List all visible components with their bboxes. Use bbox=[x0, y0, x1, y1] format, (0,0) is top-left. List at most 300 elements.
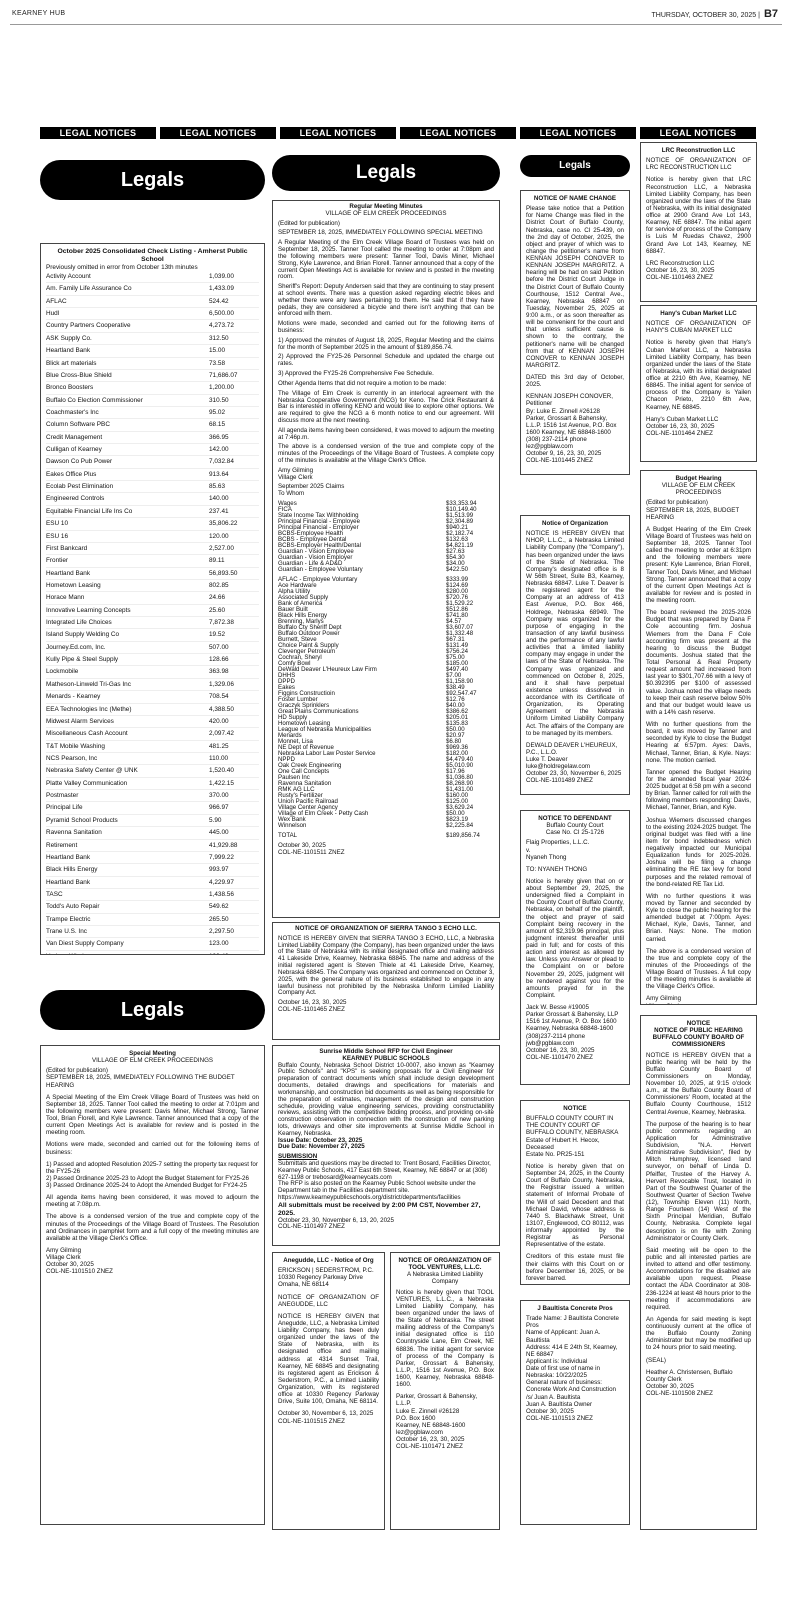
payee-name: Journey.Ed.com, Inc. bbox=[46, 643, 106, 651]
notice-subtitle: VILLAGE OF ELM CREEK PROCEEDINGS bbox=[661, 482, 736, 497]
amount: 140.00 bbox=[209, 495, 229, 503]
notice-subtitle: VILLAGE OF ELM CREEK PROCEEDINGS bbox=[325, 209, 447, 217]
table-row bbox=[46, 333, 259, 345]
table-row bbox=[46, 629, 259, 641]
notice-footer: October 30, 2025 COL-NE-1101511 ZNEZ bbox=[278, 842, 345, 856]
payee-name: Engineered Controls bbox=[46, 495, 105, 503]
payee-name: Heartland Bank bbox=[46, 569, 91, 577]
amount: 6,500.00 bbox=[209, 310, 234, 318]
payee-name: Todd's Auto Repair bbox=[46, 903, 100, 911]
payee-name: Innovative Learning Concepts bbox=[46, 606, 131, 614]
payee-name: One Call Concepts bbox=[278, 768, 330, 776]
payee-name: Frontier bbox=[46, 557, 69, 565]
payee-name: ESU 10 bbox=[46, 520, 69, 528]
table-row bbox=[46, 580, 259, 592]
tool-ventures-notice bbox=[390, 1252, 500, 1530]
notice-paragraph: 1) Approved the minutes of August 18, 2025, Regular Meeting and the claims for the month of September 2025 in the amount of $189,856.74. bbox=[278, 336, 494, 351]
legal-notices-bar: LEGAL NOTICES bbox=[400, 127, 516, 139]
amount: 524.42 bbox=[209, 297, 229, 305]
claims-table bbox=[278, 501, 494, 829]
table-row bbox=[46, 407, 259, 419]
legal-notices-bar: LEGAL NOTICES bbox=[640, 127, 756, 139]
payee-name: HD Supply bbox=[278, 714, 308, 722]
submission-heading: SUBMISSION bbox=[278, 1153, 318, 1161]
payee-name: Burnett, Steve bbox=[278, 636, 317, 644]
notice-paragraph: NOTICE IS HEREBY GIVEN that a public hearing will be held by the Buffalo County Board of Commissioners on Monday, November 10, 2025, at 9:15 o'clock a.m., at the Buffalo County Board of Commissioners' Room, located at the Buffalo County Courthouse, 1512 Central Avenue, Kearney, Nebraska. bbox=[646, 1051, 751, 1116]
notice-body bbox=[278, 1267, 379, 1425]
payee-name: Pyramid School Products bbox=[46, 816, 118, 824]
payee-name: Comfy Bowl bbox=[278, 660, 311, 668]
legal-notices-bar: LEGAL NOTICES bbox=[160, 127, 276, 139]
payee-name: Lockmobile bbox=[46, 668, 79, 676]
amount: $1,529.22 bbox=[446, 600, 474, 608]
table-row bbox=[46, 926, 259, 938]
amount: 25.60 bbox=[209, 606, 225, 614]
amount: $969.36 bbox=[446, 744, 469, 752]
table-row bbox=[46, 395, 259, 407]
amount: 19.52 bbox=[209, 631, 225, 639]
amount: 420.00 bbox=[209, 717, 229, 725]
notice-body: Buffalo County, Nebraska School District 10-0007, also known as "Kearney Public Schools" and "KPS" is seeking proposals for a Civil Engineer for preparation of contract documents which shall include design development documents, detailed drawings and specifications for materials and workmanship, and construction bid documents as well as being responsible for the preparation of estimates, management of the design and construction schedule, providing value engineering services, providing constructability reviews, assisting with the competitive bidding process, and providing on-site construction observation in connection with the construction of new parking lots, driveways and other site improvements at Sunrise Middle School in Kearney, Nebraska. bbox=[278, 1061, 494, 1137]
table-row bbox=[46, 877, 259, 889]
amount: 2,297.50 bbox=[209, 928, 234, 936]
payee-name: DPPD bbox=[278, 678, 295, 686]
notice-subtitle: A Nebraska Limited Liability Company bbox=[406, 1271, 483, 1286]
table-row bbox=[46, 370, 259, 382]
table-row bbox=[46, 827, 259, 839]
amount: $3,607.07 bbox=[446, 624, 474, 632]
amount: 370.00 bbox=[209, 792, 229, 800]
amount: 1,438.56 bbox=[209, 890, 234, 898]
table-row bbox=[46, 518, 259, 530]
payee-name: AFLAC - Employee Voluntary bbox=[278, 576, 358, 584]
payee-name: Activity Account bbox=[46, 272, 91, 280]
notice-paragraph: Flaig Properties, L.L.C. v. Nyaneh Thong bbox=[526, 839, 590, 861]
table-row bbox=[46, 728, 259, 740]
table-row bbox=[46, 506, 259, 518]
table-row bbox=[46, 296, 259, 308]
notice-paragraph: Jack W. Besse #19005 Parker Grossart & Bahensky, LLP 1516 1st Avenue, P. O. Box 1600 Kearney, Nebraska 68848-1600 (308)237-2114 phone jwb@pgblaw.com October 16, 23, 30, 2025 COL-NE-1101470 ZNEZ bbox=[526, 1004, 619, 1061]
table-row bbox=[46, 283, 259, 295]
notice-paragraph: A Special Meeting of the Elm Creek Village Board of Trustees was held on September 18, 2025. Tanner Tool called the meeting to order at 7:01pm and the following members were present: Davis Miner, Michael Strong, Tanner Tool, Brian Florell, and Kyle Lawrence. Tanner announced that a copy of the current Open Meetings Act is available for review and is posted in the meeting room. bbox=[46, 1093, 259, 1137]
notice-paragraph: A Budget Hearing of the Elm Creek Village Board of Trustees was held on September 18, 2025. Tanner Tool called the meeting to order at 6:31pm and the following members were present: Kyle Lawrence, Brian Florell, Tanner Tool, Davis Miner, and Michael Strong. Tanner announced that a copy of the current Open Meetings Act is available for review and is posted in the meeting room. bbox=[646, 525, 751, 604]
amount: $67.31 bbox=[446, 636, 465, 644]
amount: 549.62 bbox=[209, 903, 229, 911]
payee-name: Choice Paint & Supply bbox=[278, 642, 339, 650]
payee-name: Cochran, Sheryl bbox=[278, 654, 322, 662]
payee-name: T&T Mobile Washing bbox=[46, 742, 105, 750]
amount: $27.63 bbox=[446, 548, 465, 556]
amount: 237.41 bbox=[209, 507, 229, 515]
payee-name: Culligan of Kearney bbox=[46, 446, 102, 454]
notice-title: Special Meeting bbox=[129, 1050, 176, 1057]
payee-name: Brenning, Marlys bbox=[278, 618, 324, 626]
amount: $422.50 bbox=[446, 566, 469, 574]
notice-paragraph: The above is a condensed version of the true and complete copy of the minutes of the Proceedings of the Village Board of Trustees. A complete copy of the minutes is available at the Village Clerk's Office. bbox=[278, 443, 494, 464]
amount bbox=[209, 953, 259, 955]
table-row bbox=[46, 704, 259, 716]
table-row bbox=[46, 938, 259, 950]
notice-body bbox=[526, 1315, 624, 1422]
notice-paragraph: NOTICE OF ORGANIZATION OF LRC RECONSTRUCTION LLC bbox=[646, 157, 751, 172]
notice-paragraph: An Agenda for said meeting is kept continuously current at the office of the Buffalo County Zoning Administrator but may be modified up to 24 hours prior to said meeting. bbox=[646, 1315, 751, 1352]
payee-name: Paulsen Inc bbox=[278, 774, 310, 782]
payee-name: Principal Life bbox=[46, 804, 83, 812]
anegudde-notice bbox=[272, 1252, 385, 1530]
notice-paragraph: With no further questions from the board, it was moved by Tanner and seconded by Kyle to close the Budget Hearing at 6:57pm. Ayes: Davis, Michael, Tanner, Brian, & Kyle. Nays: none. The motion carried. bbox=[646, 721, 751, 764]
notice-body bbox=[278, 936, 494, 1014]
amount: 507.00 bbox=[209, 643, 229, 651]
notice-paragraph: Notice is hereby given that on September 24, 2025, in the County Court of Buffalo County, Nebraska, the Registrar issued a written statement of Informal Probate of the Will of said Decedent and that Michael David, whose address is 7440 S. Blackhawk Street, Unit 13107, Englewood, CO 80112, was informally appointed by the Registrar as Personal Representative of the estate. bbox=[526, 1162, 624, 1249]
amount: $280.00 bbox=[446, 588, 469, 596]
notice-title: NOTICE NOTICE OF PUBLIC HEARING BUFFALO COUNTY BOARD OF COMMISSIONERS bbox=[652, 1020, 745, 1049]
table-row bbox=[46, 617, 259, 629]
notice-subtitle: VILLAGE OF ELM CREEK PROCEEDINGS bbox=[91, 1057, 214, 1065]
table-row bbox=[46, 432, 259, 444]
table-row bbox=[46, 382, 259, 394]
notice-body bbox=[46, 1067, 259, 1275]
payee-name: Bronco Boosters bbox=[46, 384, 94, 392]
amount: $333.99 bbox=[446, 576, 469, 584]
amount: $940.21 bbox=[446, 524, 469, 532]
table-row bbox=[46, 679, 259, 691]
notice-paragraph: (Edited for publication) bbox=[278, 219, 340, 227]
amount: $160.00 bbox=[446, 792, 469, 800]
payee-name: Menards - Kearney bbox=[46, 693, 101, 701]
amount: 128.66 bbox=[209, 656, 229, 664]
notice-title: Sunrise Middle School RFP for Civil Engineer bbox=[319, 1048, 453, 1055]
payee-name: Dawson Co Pub Power bbox=[46, 458, 113, 466]
notice-paragraph: 2) Approved the FY25-26 Personnel Schedule and updated the charge out rates. bbox=[278, 353, 494, 368]
notice-body bbox=[278, 221, 494, 498]
amount: $1,431.00 bbox=[446, 786, 474, 794]
payee-name: Midwest Alarm Services bbox=[46, 717, 114, 725]
payee-name: Guardian - Vision Employer bbox=[278, 554, 353, 562]
amount: 993.97 bbox=[209, 866, 229, 874]
payee-name: Buffalo Outdoor Power bbox=[278, 630, 340, 638]
amount: $125.00 bbox=[446, 798, 469, 806]
notice-paragraph: NOTICE OF ORGANIZATION OF ANEGUDDE, LLC bbox=[278, 1293, 379, 1308]
payee-name: State Income Tax Withholding bbox=[278, 512, 359, 520]
notice-subtitle: Buffalo County Court Case No. CI 25-1726 bbox=[545, 822, 605, 837]
amount: 4,273.72 bbox=[209, 322, 234, 330]
payee-name: Guardian - Employee Voluntary bbox=[278, 566, 363, 574]
amount: $512.86 bbox=[446, 606, 469, 614]
notice-title: Anegudde, LLC - Notice of Org bbox=[283, 1257, 374, 1264]
deadline: All submittals must be received by 2:00 PM CST, November 27, 2025. bbox=[278, 1201, 481, 1217]
notice-paragraph: NOTICE OF ORGANIZATION OF HANY'S CUBAN MARKET LLC bbox=[646, 320, 751, 335]
notice-paragraph: BUFFALO COUNTY COURT IN THE COUNTY COURT OF BUFFALO COUNTY, NEBRASKA Estate of Hubert H. Hecox, Deceased Estate No. PR25-151 bbox=[526, 1115, 619, 1158]
table-row bbox=[46, 345, 259, 357]
payee-name: Buffalo Co Election Commissioner bbox=[46, 396, 143, 404]
amount: $8,268.90 bbox=[446, 780, 474, 788]
notice-paragraph: Heather A. Christensen, Buffalo County Clerk October 30, 2025 COL-NE-1101508 ZNEZ bbox=[646, 1368, 733, 1397]
payee-name: Eakes Office Plus bbox=[46, 470, 97, 478]
notice-paragraph: The Village of Elm Creek is currently in an interlocal agreement with the Nebraska Cooperative Government (NCG) for Keno. The Crick Restaurant & Bar is interested in offering KENO and would like to explore other options. We are required to give the NCG a 6 month notice to end our agreement. Will discuss more at the next meeting. bbox=[278, 389, 494, 424]
notice-title: Hany's Cuban Market LLC bbox=[660, 310, 737, 317]
notice-paragraph: Motions were made, seconded and carried out for the following items of business: bbox=[278, 320, 494, 334]
notice-footer: October 23, 30, November 6, 13, 20, 2025 COL-NE-1101497 ZNEZ bbox=[278, 1216, 394, 1231]
amount: $1,513.99 bbox=[446, 512, 474, 520]
table-row bbox=[46, 469, 259, 481]
payee-name: Associated Supply bbox=[278, 594, 329, 602]
payee-name: Great Plains Communications bbox=[278, 708, 359, 716]
payee-name: NE Dept of Revenue bbox=[278, 744, 334, 752]
amount: 35,806.22 bbox=[209, 520, 238, 528]
payee-name: Miscellaneous Cash Account bbox=[46, 730, 128, 738]
notice-paragraph: September 2025 Claims To Whom bbox=[278, 483, 345, 498]
notice-body bbox=[526, 839, 624, 1061]
amount: $5,010.90 bbox=[446, 762, 474, 770]
sierra-tango-notice bbox=[272, 922, 500, 1040]
amount: 5.90 bbox=[209, 816, 222, 824]
amount: $386.62 bbox=[446, 708, 469, 716]
notice-body bbox=[396, 1289, 494, 1451]
payee-name: Foster Lumber bbox=[278, 696, 318, 704]
notice-paragraph: LRC Reconstruction LLC October 16, 23, 30, 2025 COL-NE-1101463 ZNEZ bbox=[646, 259, 715, 281]
payee-name: Rusty's Fertilizer bbox=[278, 792, 323, 800]
payee-name: Matheson-Linweld Tri-Gas Inc bbox=[46, 680, 131, 688]
legal-notices-bar: LEGAL NOTICES bbox=[520, 127, 636, 139]
payee-name: RMK AG LLC bbox=[278, 786, 315, 794]
notice-title: NOTICE OF ORGANIZATION OF TOOL VENTURES, L.L.C. bbox=[398, 1257, 492, 1272]
payee-name: Wages bbox=[278, 500, 297, 508]
amount: $17.96 bbox=[446, 768, 465, 776]
amount: $497.40 bbox=[446, 666, 469, 674]
payee-name: Blick art materials bbox=[46, 359, 97, 367]
notice-paragraph: NOTICE IS HEREBY GIVEN that NHOP, L.L.C., a Nebraska Limited Liability Company (the "Company"), has been organized under the laws of the State of Nebraska. The Company's designated office is 8 W 56th Street, Suite B3, Kearney, Nebraska 68847. Luke T. Deaver is the registered agent for the Company at an address of 413 East Avenue, P.O. Box 466, Holdrege, Nebraska 68949. The Company was organized for the purpose of engaging in the transaction of any lawful business and the performance of any lawful activities that a limited liability company may engage in under the laws of the State of Nebraska. The Company was organized and commenced on October 8, 2025, and it shall have perpetual existence unless dissolved in accordance with its Certificate of Organization, its Operating Agreement or the Nebraska Uniform Limited Liability Company Act. The affairs of the Company are to be managed by its members. bbox=[526, 530, 624, 737]
notice-title: Regular Meeting Minutes bbox=[349, 203, 423, 210]
payee-name: Coachmaster's Inc bbox=[46, 408, 99, 416]
name-change-notice bbox=[520, 190, 630, 475]
amount: 310.50 bbox=[209, 396, 229, 404]
notice-body bbox=[526, 530, 624, 784]
notice-paragraph: NOTICE IS HEREBY GIVEN that SIERRA TANGO 3 ECHO, LLC, a Nebraska Limited Liability Company (the Company), has been organized under the laws of the State of Nebraska with its initial designated office and mailing address 41 Lakeside Drive, Kearney, Nebraska 68845. The name and address of the initial registered agent is Steven Thiele at 41 Lakeside Drive, Kearney, Nebraska 68845. The Company was organized and commenced on October 3, 2025, with the general nature of its business established to engage in any lawful business not prohibited by the Nebraska Uniform Limited Liability Company Act. bbox=[278, 934, 494, 997]
sunrise-rfp-notice bbox=[272, 1045, 500, 1246]
payee-name: Heartland Bank bbox=[46, 347, 91, 355]
notice-paragraph: ERICKSON | SEDERSTROM, P.C. 10330 Regency Parkway Drive Omaha, NE 68114 bbox=[278, 1267, 374, 1289]
table-row bbox=[46, 568, 259, 580]
notice-paragraph: The above is a condensed version of the true and complete copy of the minutes of the Proceedings of the Village Board of Trustees. The Resolution and Ordinances in pamphlet form and a full copy of the meeting minutes are available at the Village Clerk's Office. bbox=[46, 1213, 259, 1242]
amount: $720.76 bbox=[446, 594, 469, 602]
payee-name: DHHS bbox=[278, 672, 296, 680]
regular-meeting-notice bbox=[272, 200, 500, 918]
table-row bbox=[278, 823, 494, 829]
notice-paragraph: (Edited for publication) SEPTEMBER 18, 2025, IMMEDIATELY FOLLOWING THE BUDGET HEARING bbox=[46, 1067, 235, 1089]
amount: $3,629.24 bbox=[446, 804, 474, 812]
notice-paragraph: The purpose of the hearing is to hear public comments regarding an Application for Administrative Subdivision, "N.A. Hervert Administrative Subdivision", filed by Mitch Humphrey, licensed land surveyor, on behalf of Linda D. Pfeiffer, Trustee of the Harvey A. Hervert Revocable Trust, located in Part of the Southwest Quarter of the Southwest Quarter of Section Twelve (12), Township Eleven (11) North, Range Fourteen (14) West of the Sixth Principal Meridian, Buffalo County, Nebraska. Complete legal description is on file with Zoning Administrator or County Clerk. bbox=[646, 1120, 751, 1242]
payee-name: NCS Pearson, Inc bbox=[46, 755, 98, 762]
legals-banner: Legals bbox=[520, 155, 630, 177]
notice-body bbox=[646, 320, 751, 437]
notice-paragraph: Trade Name: J Baultista Concrete Pros Name of Applicant: Juan A. Baultista Address: 414 E 24th St, Kearney, NE 68847 Applicant is: Individual Date of first use of name in Nebraska: 10/22/2025 General nature of business: Concrete Work And Construction /s/ Juan A. Baultista Juan A. Baultista Owner October 30, 2025 COL-NE-1101513 ZNEZ bbox=[526, 1315, 619, 1422]
amount: 708.54 bbox=[209, 693, 229, 701]
payee-name: Equitable Financial Life Ins Co bbox=[46, 507, 133, 515]
payee-name: Oak Creek Engineering bbox=[278, 762, 342, 770]
payee-name: BCBS - Employee Dental bbox=[278, 536, 347, 544]
payee-name: Ace Hardware bbox=[278, 582, 317, 590]
notice-paragraph: Motions were made, seconded and carried out for the following items of business: bbox=[46, 1141, 259, 1156]
amount: 85.63 bbox=[209, 483, 225, 491]
payee-name: Monnet, Lisa bbox=[278, 738, 313, 746]
amount: $33,353.94 bbox=[446, 500, 477, 508]
header-divider bbox=[10, 24, 782, 25]
table-row bbox=[46, 605, 259, 617]
amount: 2,097.42 bbox=[209, 730, 234, 738]
table-row bbox=[46, 864, 259, 876]
table-row bbox=[46, 654, 259, 666]
notice-body bbox=[646, 157, 751, 281]
notice-paragraph: 1) Passed and adopted Resolution 2025-7 setting the property tax request for the FY25-26 2) Passed Ordinance 2025-23 to Adopt the Budget Statement for FY25-26 3) Passed Ordinance 2025-24 to Adopt the Amended Budget for FY24-25 bbox=[46, 1160, 258, 1189]
amount: $4.57 bbox=[446, 618, 462, 626]
notice-paragraph: A Regular Meeting of the Elm Creek Village Board of Trustees was held on September 18, 2025. Tanner Tool called the meeting to order at 7:08pm and the following members were present: Tanner Tool, Davis Miner, Michael Strong, Kyle Lawrence, and Brian Florell. Tanner announced that a copy of the current Open Meetings Act is available for review and is posted in the meeting room. bbox=[278, 239, 494, 281]
payee-name: Nebraska Safety Center @ UNK bbox=[46, 767, 138, 775]
payee-name: Island Supply Welding Co bbox=[46, 631, 120, 639]
payee-name: NPPD bbox=[278, 756, 295, 764]
amount: $124.69 bbox=[446, 582, 469, 590]
total-value: $189,856.74 bbox=[446, 832, 480, 840]
table-row bbox=[46, 531, 259, 543]
notice-paragraph: 3) Approved the FY25-26 Comprehensive Fee Schedule. bbox=[278, 370, 434, 378]
legal-notices-bar: LEGAL NOTICES bbox=[40, 127, 156, 139]
table-row bbox=[46, 914, 259, 926]
payee-name: Trampe Electric bbox=[46, 915, 91, 923]
amount: 41,929.88 bbox=[209, 841, 238, 849]
due-date: Due Date: November 27, 2025 bbox=[278, 1143, 365, 1151]
claims-total bbox=[278, 833, 494, 839]
table-row bbox=[46, 691, 259, 703]
payee-name: Guardian - Life & AD&D bbox=[278, 560, 343, 568]
notice-title: NOTICE TO DEFENDANT bbox=[538, 815, 612, 822]
amount: $75.00 bbox=[446, 654, 465, 662]
notice-title: Notice of Organization bbox=[541, 520, 608, 527]
notice-note: Previously omitted in error from October 13th minutes bbox=[46, 263, 198, 271]
notice-paragraph: Joshua Wiemers discussed changes to the existing 2024-2025 budget. The original budget was filed with a line item for bond indebtedness which negatively impacted our Municipal Equalization funds for 2025-2026. Joshua will be filing a change eliminating the RE tax levy for bond purposes and the related removal of the bond-related RE Tax Lid. bbox=[646, 816, 751, 888]
amount: 4,229.97 bbox=[209, 878, 234, 886]
amount: $92,547.47 bbox=[446, 690, 477, 698]
notice-paragraph: SEPTEMBER 18, 2025, IMMEDIATELY FOLLOWING SPECIAL MEETING bbox=[278, 229, 483, 237]
payee-name: Blue Cross-Blue Shield bbox=[46, 371, 112, 379]
amount: 363.98 bbox=[209, 668, 229, 676]
table-row bbox=[46, 419, 259, 431]
defendant-notice bbox=[520, 810, 630, 1085]
amount: $182.00 bbox=[446, 750, 469, 758]
notice-paragraph: Notice is hereby given that on or about September 29, 2025, the undersigned filed a Complaint in the County Court of Buffalo County, Nebraska, on behalf of the plaintiff, the object and prayer of said Complaint being recovery in the amount of $2,319.96 principal, plus judgment interest thereafter until paid in full; and for costs of this action and interest as allowed by law. Unless you Answer or plead to the Complaint on or before November 29, 2025, judgment will be rendered against you for the amounts prayed for in the Complaint. bbox=[526, 877, 624, 999]
amount: 1,329.06 bbox=[209, 680, 234, 688]
amount: $4,479.40 bbox=[446, 756, 474, 764]
amount: 4,388.50 bbox=[209, 705, 234, 713]
amount: $131.49 bbox=[446, 642, 469, 650]
payee-name: Kully Pipe & Steel Supply bbox=[46, 656, 119, 664]
page-date bbox=[652, 8, 778, 20]
amount: $4,821.19 bbox=[446, 542, 474, 550]
submission-text: Submittals and questions may be directed to: Trent Bosard, Facilities Director, Kearney Public Schools, 417 East 6th Street, Kearney, NE 68847 or at (308) 627-1198 or trebosard@kearneycats.com The RFP is also posted on the Kearney Public School website under the Department tab in the Facilities department site. https://www.kearneypublicschools.org/district/departments/facilities bbox=[278, 1160, 491, 1202]
table-row bbox=[46, 543, 259, 555]
amount: 56,893.50 bbox=[209, 569, 238, 577]
amount: 123.00 bbox=[209, 940, 229, 948]
amount: $2,304.89 bbox=[446, 518, 474, 526]
table-row bbox=[46, 741, 259, 753]
payee-name: Am. Family Life Assurance Co bbox=[46, 285, 132, 293]
amount: 24.66 bbox=[209, 594, 225, 602]
amount: $38.49 bbox=[446, 684, 465, 692]
table-row bbox=[46, 815, 259, 827]
notice-paragraph: Hany's Cuban Market LLC October 16, 23, 30, 2025 COL-NE-1101464 ZNEZ bbox=[646, 415, 719, 437]
legals-banner: Legals bbox=[272, 155, 500, 191]
payee-name: Retirement bbox=[46, 841, 78, 849]
amount: 71,686.07 bbox=[209, 371, 238, 379]
amount: $741.80 bbox=[446, 612, 469, 620]
payee-name: Ravenna Sanitation bbox=[46, 829, 102, 837]
amount: $185.00 bbox=[446, 660, 469, 668]
table-row bbox=[46, 592, 259, 604]
payee-name: Integrated Life Choices bbox=[46, 619, 112, 627]
table-row bbox=[46, 951, 259, 955]
notice-paragraph: October 30, November 6, 13, 2025 COL-NE-1101515 ZNEZ bbox=[278, 1410, 374, 1425]
amount: $6.80 bbox=[446, 738, 462, 746]
payee-name: Guardian - Vision Employee bbox=[278, 548, 354, 556]
notice-paragraph: Amy Gilming bbox=[646, 995, 682, 1003]
amount: $756.24 bbox=[446, 648, 469, 656]
notice-paragraph: With no further questions it was moved by Tanner and seconded by Kyle to close the public hearing for the amended budget at 7:00pm. Ayes: Michael, Kyle, Davis, Tanner, and Brian. Nays: None. The motion carried. bbox=[646, 892, 751, 943]
table-row bbox=[46, 642, 259, 654]
payee-name: Postmaster bbox=[46, 792, 79, 800]
payee-name: Bank of America bbox=[278, 600, 323, 608]
notice-paragraph: Amy Gilming Village Clerk October 30, 2025 COL-NE-1101510 ZNEZ bbox=[46, 1246, 113, 1276]
amount: 110.00 bbox=[209, 755, 229, 762]
amount: 366.95 bbox=[209, 433, 229, 441]
payee-name: Eakes bbox=[278, 684, 295, 692]
amount: 802.85 bbox=[209, 581, 229, 589]
special-meeting-notice bbox=[40, 1045, 265, 1525]
table-row bbox=[46, 444, 259, 456]
table-row bbox=[46, 555, 259, 567]
amount: $50.00 bbox=[446, 810, 465, 818]
notice-title: NOTICE OF ORGANIZATION OF SIERRA TANGO 3 ECHO LLC. bbox=[295, 925, 477, 932]
notice-body bbox=[526, 205, 624, 464]
payee-name: Black Hills Energy bbox=[278, 612, 328, 620]
date-text: THURSDAY, OCTOBER 30, 2025 | bbox=[651, 12, 760, 19]
amount: 1,200.00 bbox=[209, 384, 234, 392]
amount: 481.25 bbox=[209, 742, 229, 750]
payee-name: Principal Financial - Employee bbox=[278, 518, 360, 526]
amount: $54.30 bbox=[446, 554, 465, 562]
amount: $10,149.40 bbox=[446, 506, 477, 514]
amount: $1,332.48 bbox=[446, 630, 474, 638]
amount: $50.00 bbox=[446, 726, 465, 734]
amount: 95.02 bbox=[209, 408, 225, 416]
amount: 73.58 bbox=[209, 359, 225, 367]
notice-subtitle: KEARNEY PUBLIC SCHOOLS bbox=[342, 1054, 430, 1062]
legals-banner: Legals bbox=[40, 160, 265, 200]
amount: $1,036.80 bbox=[446, 774, 474, 782]
payee-name: Credit Management bbox=[46, 433, 103, 441]
payee-name: EEA Technologies Inc (Methe) bbox=[46, 705, 132, 713]
table-row bbox=[46, 320, 259, 332]
notice-paragraph: DEWALD DEAVER L'HEUREUX, P.C., L.L.O. Luke T. Deaver luke@holdregelaw.com October 23, 30, November 6, 2025 COL-NE-1101489 ZNEZ bbox=[526, 741, 622, 785]
table-row bbox=[46, 889, 259, 901]
notice-paragraph: Please take notice that a Petition for Name Change was filed in the District Court of Buffalo County, Nebraska, case no. CI 25-439, on the 2nd day of October, 2025, the object and prayer of which was to change the petitioner's name from KENNAN JOSEPH CONOVER to KENNAN JOSEPH MARGRITZ. A hearing will be had on said Petition before the District Court Judge in the District Court of Buffalo County Courthouse, 1512 Central Ave., Kearney, Nebraska 68847 on Tuesday, November 25, 2025 at 9:00 a.m., or as soon thereafter as will be convenient for the court and that unless sufficient cause is shown to the contrary, the petitioner's name will be changed from that of KENNAN JOSEPH CONOVER to KENNAN JOSEPH MARGRITZ. bbox=[526, 205, 624, 369]
payee-name: Black Hills Energy bbox=[46, 866, 98, 874]
amount: 1,520.40 bbox=[209, 767, 234, 775]
amount: 265.50 bbox=[209, 915, 229, 923]
total-label: TOTAL bbox=[278, 832, 298, 840]
payee-name: Winnelson bbox=[278, 822, 307, 830]
notice-paragraph: The board reviewed the 2025-2026 Budget that was prepared by Dana F Cole accounting firm. Joshua Wiemers from the Dana F Cole accounting firm was present at the hearing to discuss the Budget documents. Joshua stated that the Total Personal & Real Property request amount had increased from last year to $301,707.66 with a levy of $0.392395 per $100 of assessed value. Joshua noted the village needs to keep their cash reserve below 50% and that our budget would leave us with a 14% cash reserve. bbox=[646, 609, 751, 716]
table-row bbox=[46, 790, 259, 802]
payee-name: Village of Elm Creek - Petty Cash bbox=[278, 810, 369, 818]
amount: $20.97 bbox=[446, 732, 465, 740]
